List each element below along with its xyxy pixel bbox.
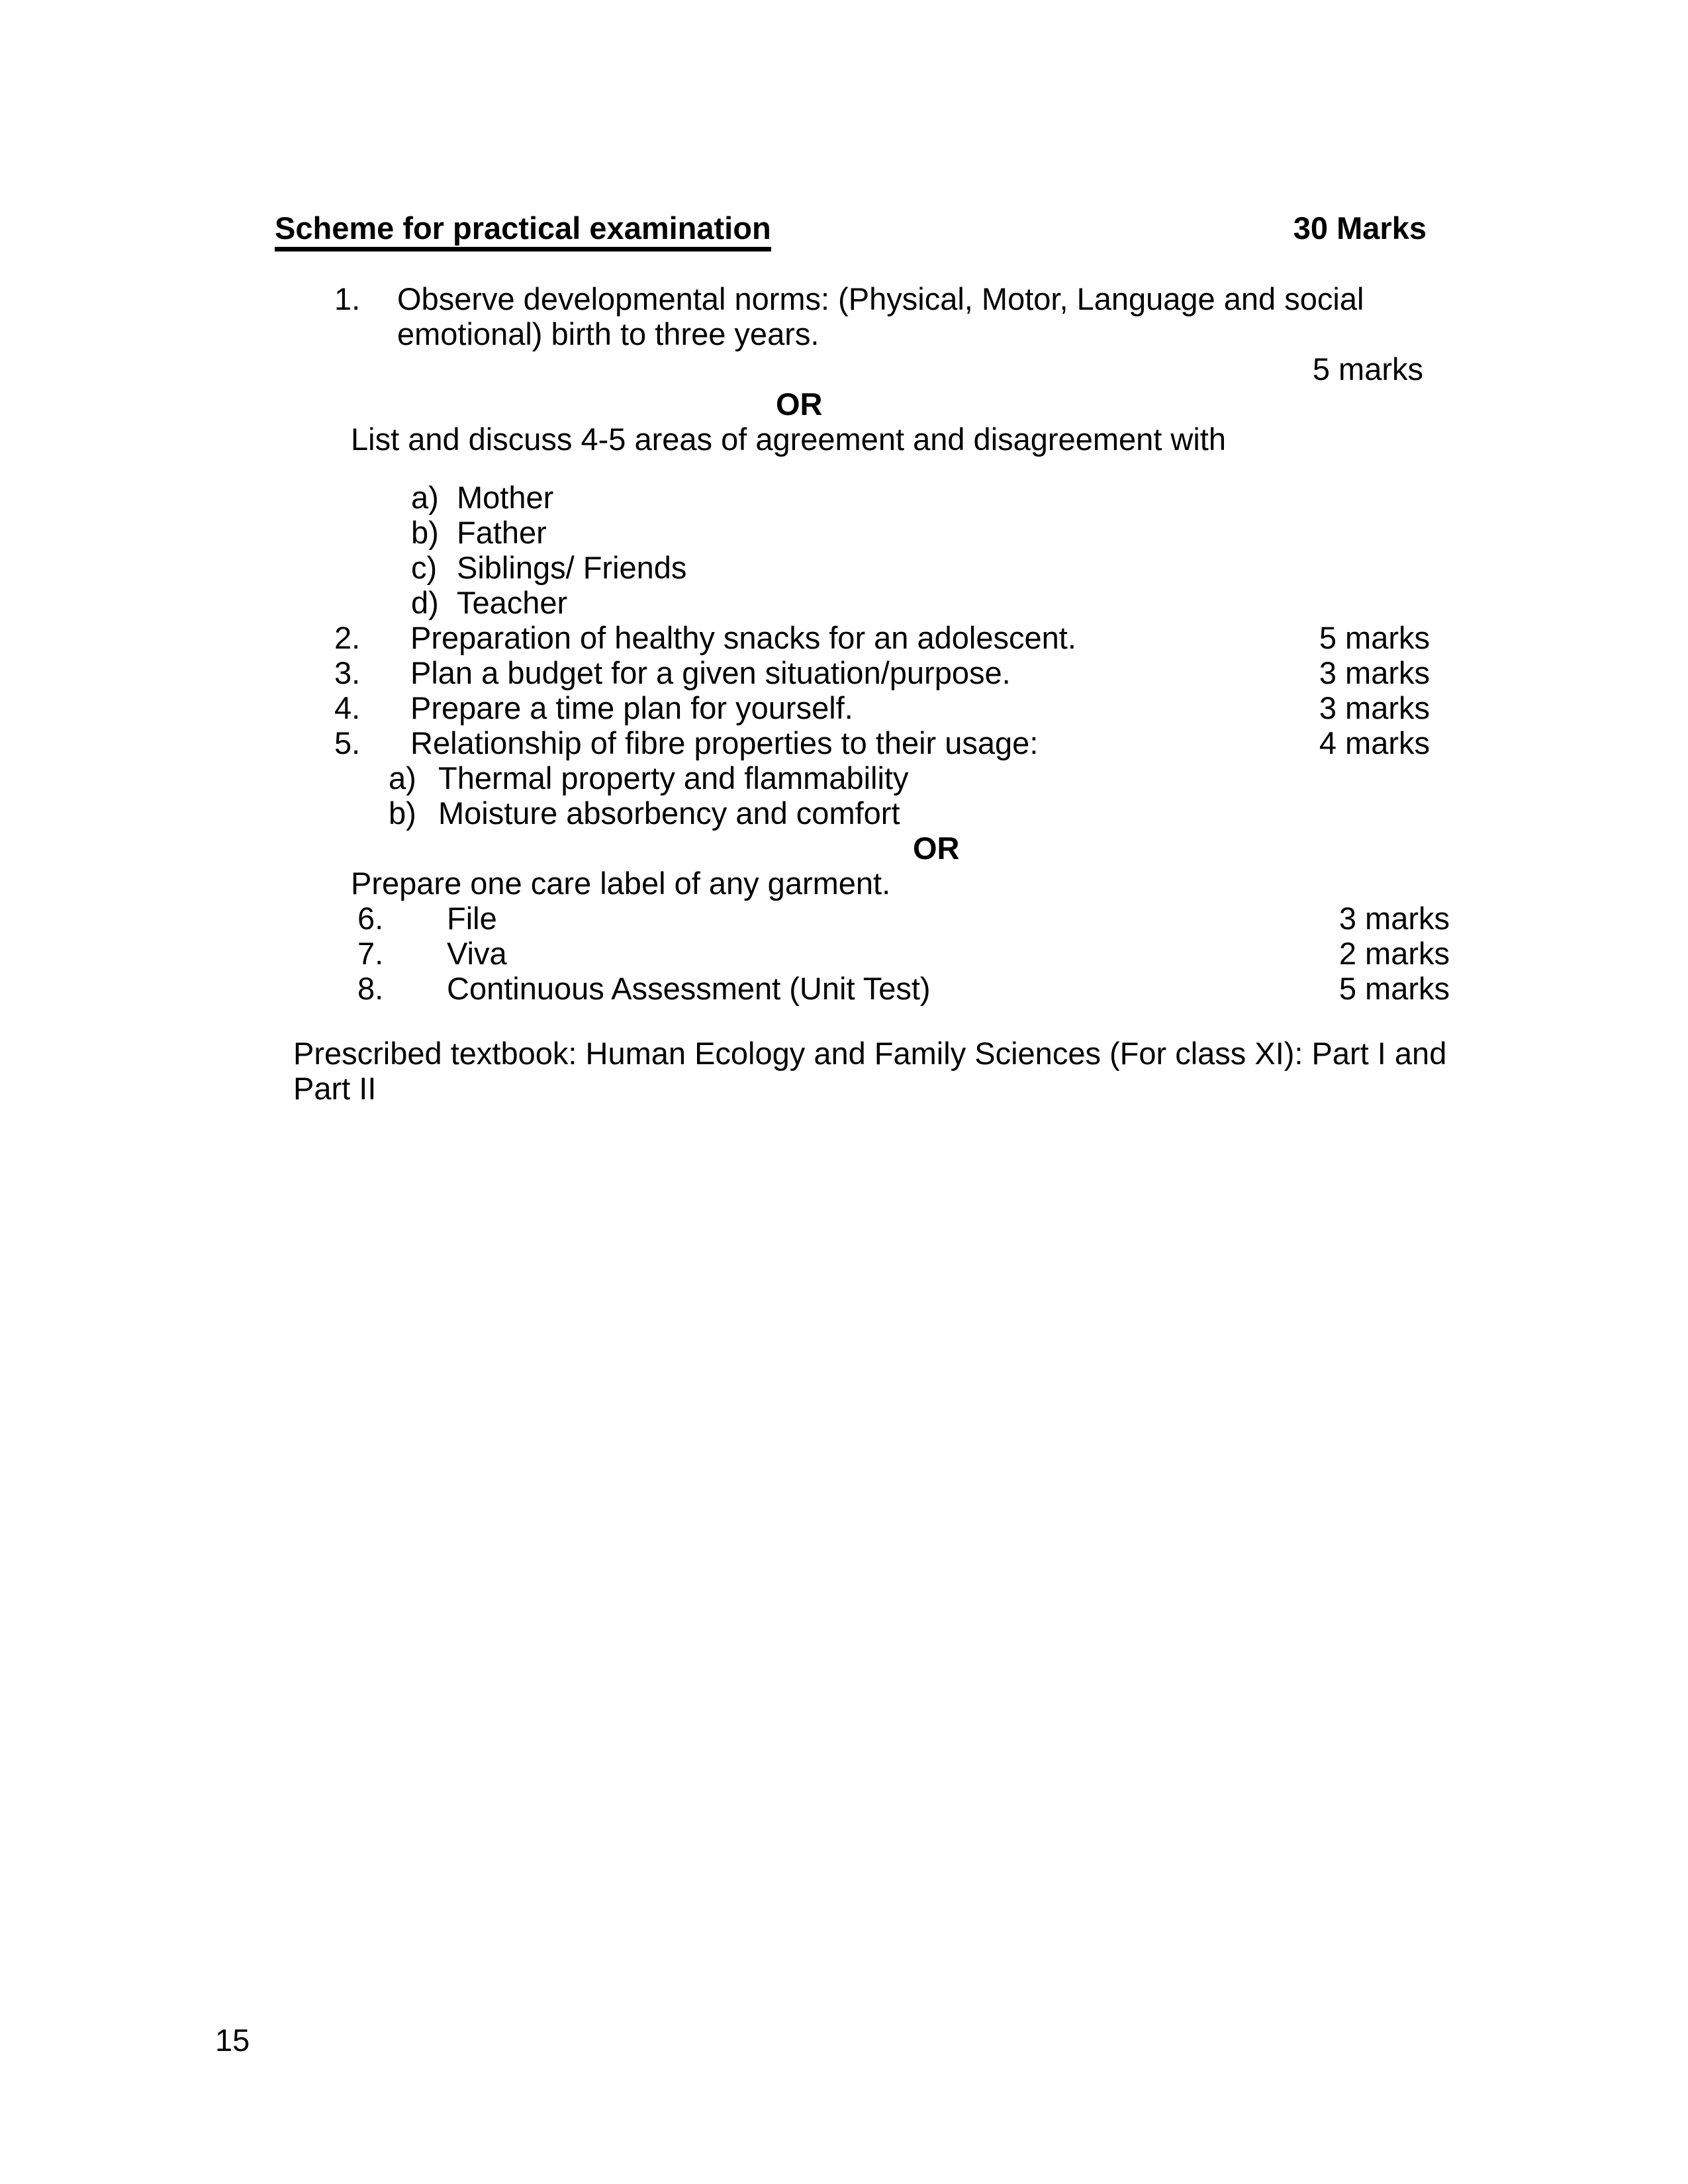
item-row-2 [334, 620, 1430, 655]
item-number: 2. [334, 620, 361, 655]
item-row-4 [334, 690, 1430, 725]
option-label: b) [389, 796, 416, 831]
option-label: c) [411, 550, 438, 585]
item-text: Prepare a time plan for yourself. [410, 690, 853, 725]
page-title: Scheme for practical examination [275, 210, 771, 251]
item-row-8 [357, 971, 1450, 1006]
or-divider-1: OR [776, 387, 823, 422]
item-marks: 3 marks [1319, 690, 1430, 725]
textbook-note: Prescribed textbook: Human Ecology and Family Sciences (For class XI): Part I and Part II [293, 1036, 1447, 1106]
page-number: 15 [215, 2023, 250, 2058]
item-row-6 [357, 901, 1450, 936]
option-row-d [411, 585, 1688, 620]
item-text: Observe developmental norms: (Physical, Motor, Language and social emotional) birth to three years. [397, 281, 1364, 351]
item-number: 5. [334, 725, 361, 760]
option-label: d) [411, 585, 439, 620]
option-label: a) [389, 760, 416, 796]
item-text: File [447, 901, 497, 936]
item-number: 4. [334, 690, 361, 725]
option-label: b) [411, 515, 439, 550]
item-text: Viva [447, 936, 507, 971]
item5-option-row-a [389, 760, 1688, 796]
option-text: Moisture absorbency and comfort [438, 796, 900, 831]
item-text: Relationship of fibre properties to their usage: [410, 725, 1039, 760]
option-text: Siblings/ Friends [457, 550, 687, 585]
item-marks: 3 marks [1319, 655, 1430, 690]
option-text: Teacher [457, 585, 568, 620]
item-marks: 4 marks [1319, 725, 1430, 760]
item-row-1 [334, 281, 1688, 351]
option-label: a) [411, 480, 439, 515]
option-text: Father [457, 515, 547, 550]
header-row [275, 210, 1427, 251]
option-text: Thermal property and flammability [438, 760, 909, 796]
alternative-text: Prepare one care label of any garment. [351, 866, 891, 901]
item-1-marks: 5 marks [1312, 351, 1423, 387]
alternative-intro: List and discuss 4-5 areas of agreement and disagreement with [351, 422, 1226, 457]
total-marks: 30 Marks [1293, 210, 1427, 246]
item-marks: 5 marks [1338, 971, 1450, 1006]
item-marks: 3 marks [1338, 901, 1450, 936]
option-row-b [411, 515, 1688, 550]
option-row-c [411, 550, 1688, 585]
item-row-7 [357, 936, 1450, 971]
item-number: 8. [357, 971, 384, 1006]
item-text: Continuous Assessment (Unit Test) [447, 971, 931, 1006]
item-number: 7. [357, 936, 384, 971]
item-row-5 [334, 725, 1430, 760]
option-text: Mother [457, 480, 554, 515]
item-row-3 [334, 655, 1430, 690]
item5-option-row-b [389, 796, 1688, 831]
item-number: 1. [334, 281, 361, 316]
item-marks: 2 marks [1338, 936, 1450, 971]
or-divider-2: OR [913, 831, 960, 866]
option-row-a [411, 480, 1688, 515]
item-number: 3. [334, 655, 361, 690]
item-number: 6. [357, 901, 384, 936]
item-marks: 5 marks [1319, 620, 1430, 655]
item-text: Plan a budget for a given situation/purpose. [410, 655, 1011, 690]
item-text: Preparation of healthy snacks for an adolescent. [410, 620, 1076, 655]
